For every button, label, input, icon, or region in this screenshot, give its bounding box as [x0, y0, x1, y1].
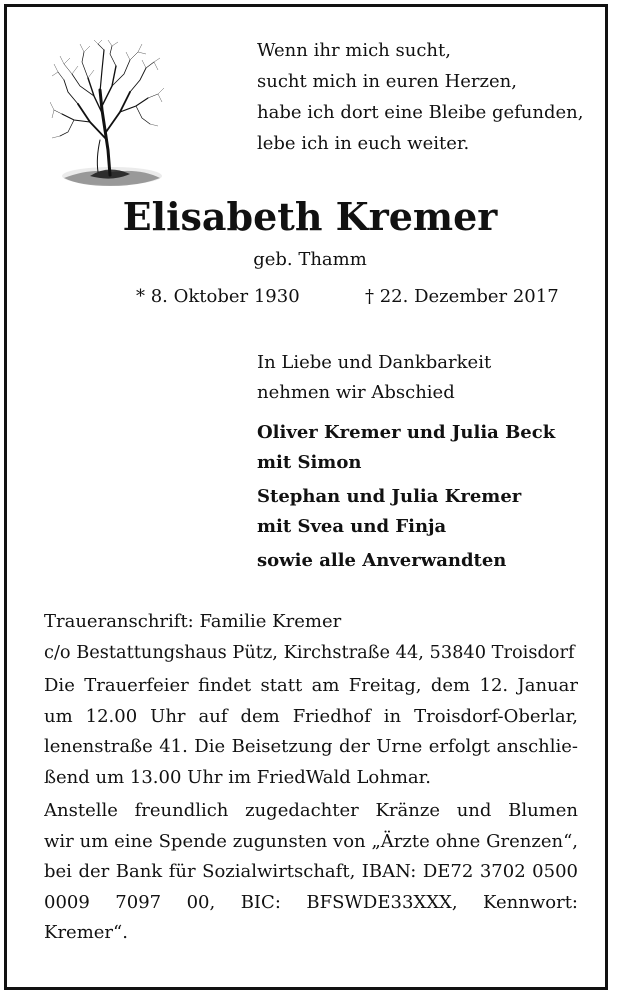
service-line: um 12.00 Uhr auf dem Friedhof in Troisdorf-Oberlar, [44, 705, 578, 727]
tree-illustration-ground [62, 167, 162, 186]
deceased-name: Elisabeth Kremer [122, 194, 498, 239]
donation-line: 0009 7097 00, BIC: BFSWDE33XXX, Kennwort: [44, 891, 578, 913]
donation-line: wir um eine Spende zugunsten von „Ärzte ohne Grenzen“, [44, 830, 578, 852]
poem-line: Wenn ihr mich sucht, [257, 40, 451, 61]
birth-date: * 8. Oktober 1930 [136, 286, 300, 307]
tree-illustration [50, 40, 165, 190]
poem-line: lebe ich in euch weiter. [257, 133, 470, 154]
farewell-text [257, 348, 491, 408]
tree-illustration-trunk [54, 44, 158, 175]
mourners-list [257, 418, 555, 576]
poem [257, 35, 583, 159]
mourner-line: mit Svea und Finja [257, 516, 447, 537]
poem-line: sucht mich in euren Herzen, [257, 71, 517, 92]
mourner-line: Oliver Kremer und Julia Beck [257, 422, 556, 443]
donation-line: bei der Bank für Sozialwirtschaft, IBAN: DE72 3702 0500 [44, 861, 578, 882]
donation-line: Anstelle freundlich zugedachter Kränze und Blumen [44, 800, 578, 821]
farewell-line: nehmen wir Abschied [257, 382, 455, 403]
details-text [44, 607, 578, 949]
donation-line: Kremer“. [44, 922, 128, 943]
poem-line: habe ich dort eine Bleibe gefunden, [257, 102, 584, 123]
mourner-line: mit Simon [257, 452, 362, 473]
maiden-name: geb. Thamm [253, 249, 367, 270]
address-line: c/o Bestattungshaus Pütz, Kirchstraße 44, 53840 Troisdorf [44, 642, 575, 663]
farewell-line: In Liebe und Dankbarkeit [257, 352, 492, 373]
mourner-line: Stephan und Julia Kremer [257, 486, 522, 507]
address-line: Traueranschrift: Familie Kremer [44, 611, 342, 632]
mourner-line: sowie alle Anverwandten [257, 550, 507, 571]
service-line: ßend um 13.00 Uhr im FriedWald Lohmar. [44, 766, 432, 788]
death-date: † 22. Dezember 2017 [365, 286, 559, 307]
service-line: Die Trauerfeier findet statt am Freitag, dem 12. Januar [44, 675, 578, 696]
service-line: lenenstraße 41. Die Beisetzung der Urne erfolgt anschlie- [44, 736, 578, 757]
